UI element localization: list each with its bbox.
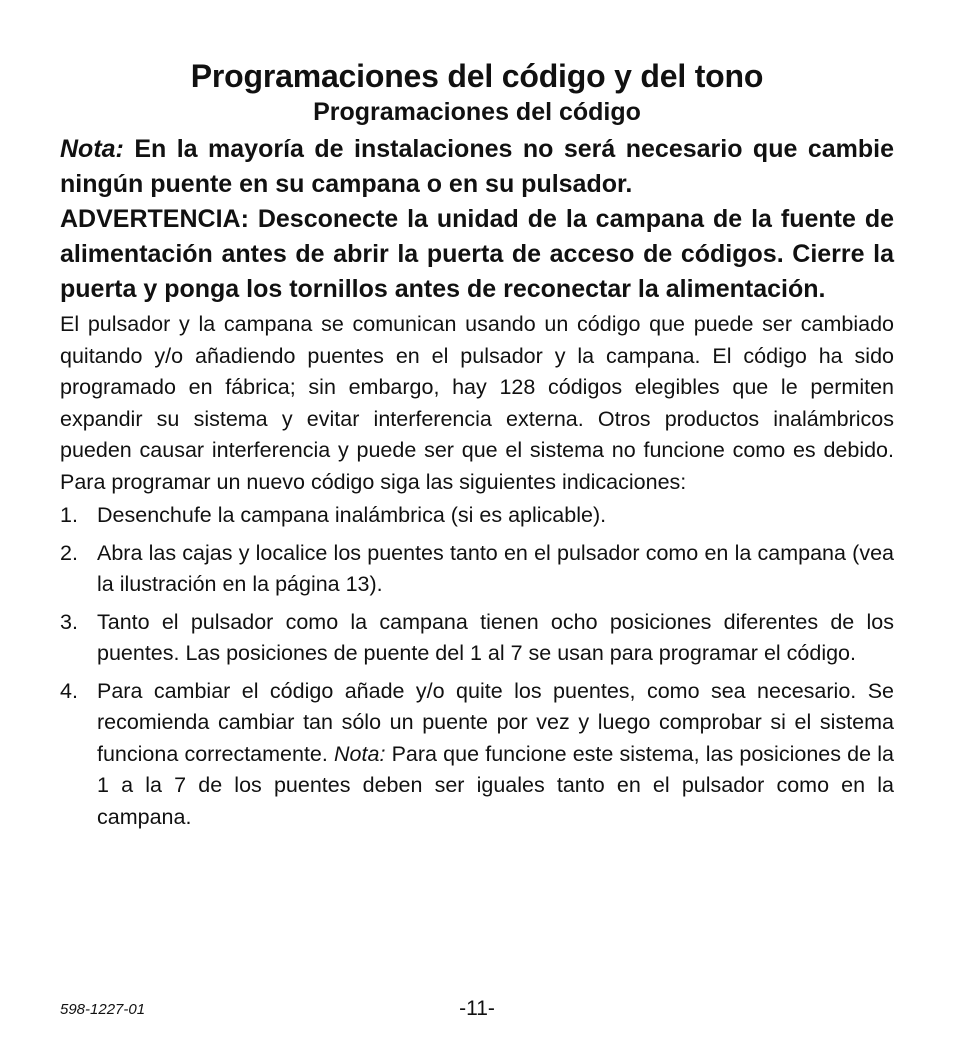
page-number: -11-	[459, 997, 495, 1020]
note-label: Nota:	[60, 135, 124, 163]
document-number: 598-1227-01	[60, 1001, 146, 1018]
step-text: Desenchufe la campana inalámbrica (si es aplicable).	[97, 503, 607, 527]
list-item	[60, 538, 894, 601]
list-item	[60, 500, 894, 532]
step-number: 1.	[60, 503, 78, 527]
step-number: 4.	[60, 678, 78, 703]
section-subtitle: Programaciones del código	[313, 98, 641, 126]
page-title: Programaciones del código y del tono	[190, 58, 764, 94]
intro-paragraph: El pulsador y la campana se comunican usando un código que puede ser cambiado quitando y/o añadiendo puentes en el pulsador y la campana. El código ha sido programado en fábrica; sin embargo, hay 128 códigos elegibles que le permiten expandir su sistema y evitar interferencia externa. Otros productos inalámbricos pueden causar interferencia y puede ser que el sistema no funcione como es debido. Para programar un nuevo código siga las siguientes indicaciones:	[60, 312, 894, 494]
step-note-label: Nota:	[334, 741, 386, 766]
list-item	[60, 607, 894, 670]
note-text: En la mayoría de instalaciones no será necesario que cambie ningún puente en su campana o en su pulsador.	[60, 135, 894, 198]
note-paragraph	[60, 132, 894, 202]
step-text-after: Para que funcione este sistema, las posiciones de la 1 a la 7 de los puentes deben ser iguales tanto en el pulsador como en la campana.	[97, 741, 894, 829]
list-item	[60, 676, 894, 834]
step-text: Para cambiar el código añade y/o quite los puentes, como sea necesario. Se recomienda cambiar tan sólo un puente por vez y luego comprobar si el sistema funciona correctamente.	[97, 678, 894, 766]
warning-paragraph: ADVERTENCIA: Desconecte la unidad de la campana de la fuente de alimentación antes de abrir la puerta de acceso de códigos. Cierre la puerta y ponga los tornillos antes de reconectar la alimentación.	[60, 205, 894, 303]
step-text: Tanto el pulsador como la campana tienen ocho posiciones diferentes de los puentes. Las posiciones de puente del 1 al 7 se usan para programar el código.	[97, 609, 894, 665]
step-number: 2.	[60, 540, 78, 565]
step-text: Abra las cajas y localice los puentes tanto en el pulsador como en la campana (vea la ilustración en la página 13).	[97, 540, 894, 596]
step-number: 3.	[60, 609, 78, 634]
page-content	[60, 56, 894, 839]
steps-list	[60, 500, 894, 833]
